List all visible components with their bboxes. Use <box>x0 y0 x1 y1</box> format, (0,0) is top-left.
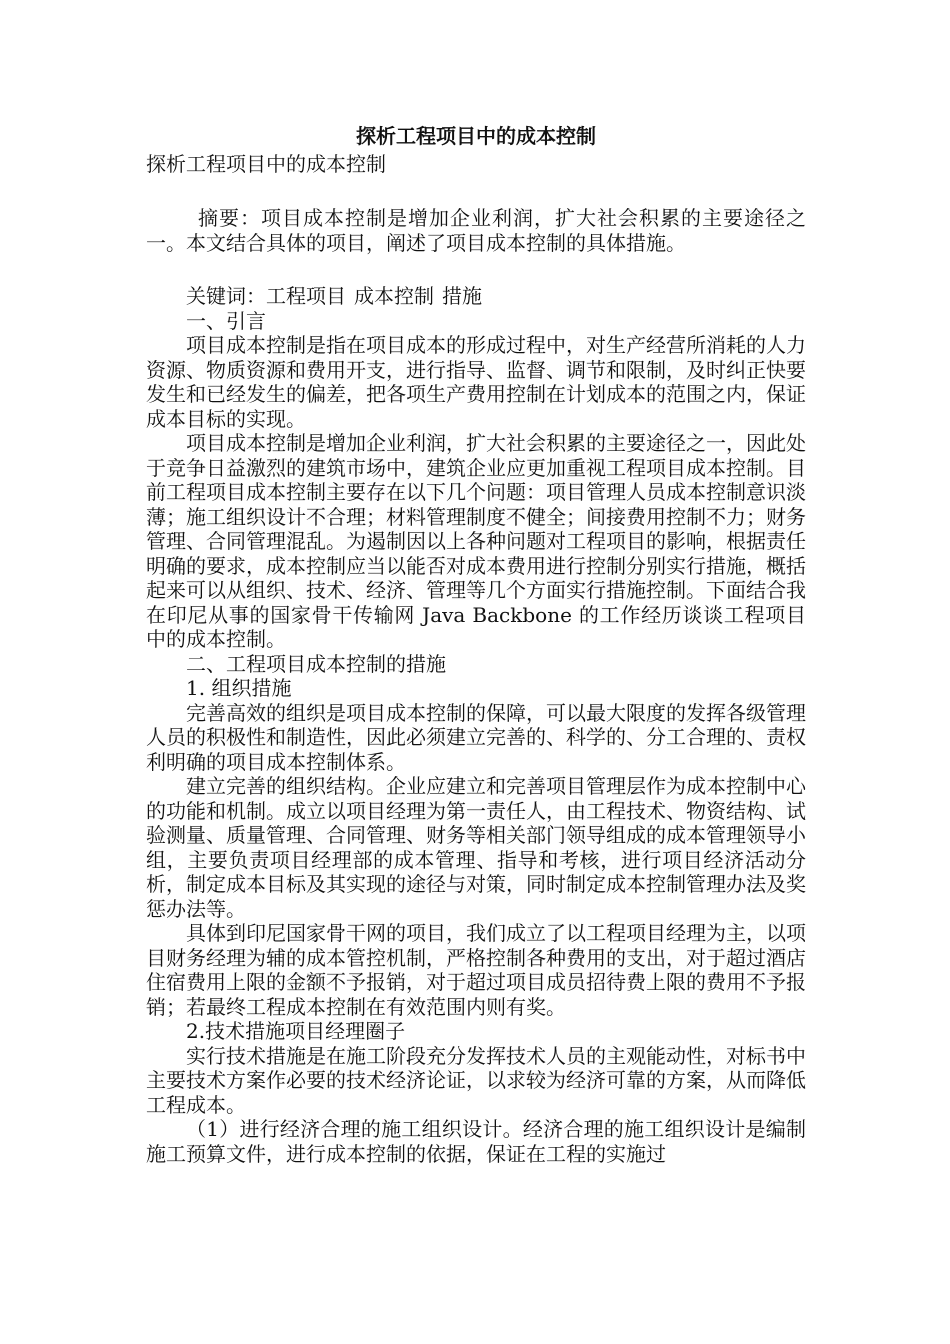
keywords-line <box>146 284 806 309</box>
keyword-item: 成本控制 <box>354 284 434 308</box>
subsection-heading-organization: 1. 组织措施 <box>186 676 292 700</box>
keyword-item: 措施 <box>442 284 482 308</box>
section-heading-measures: 二、工程项目成本控制的措施 <box>186 651 446 676</box>
keywords-label: 关键词： <box>186 284 266 308</box>
document-page <box>146 118 806 1166</box>
subsection-heading-technical: 2.技术措施项目经理圈子 <box>186 1019 406 1043</box>
body-paragraph: 完善高效的组织是项目成本控制的保障，可以最大限度的发挥各级管理人员的积极性和制造性，因此必须建立完善的、科学的、分工合理的、责权利明确的项目成本控制体系。 <box>146 700 806 774</box>
keyword-item: 工程项目 <box>266 284 346 308</box>
document-title: 探析工程项目中的成本控制 <box>356 124 596 148</box>
abstract-paragraph: 摘要：项目成本控制是增加企业利润，扩大社会积累的主要途径之一。本文结合具体的项目，阐述了项目成本控制的具体措施。 <box>146 206 806 255</box>
body-paragraph: 实行技术措施是在施工阶段充分发挥技术人员的主观能动性，对标书中主要技术方案作必要的技术经济论证，以求较为经济可靠的方案，从而降低工程成本。 <box>146 1043 806 1117</box>
body-paragraph: （1）进行经济合理的施工组织设计。经济合理的施工组织设计是编制施工预算文件，进行成本控制的依据，保证在工程的实施过 <box>146 1117 806 1166</box>
body-paragraph: 项目成本控制是增加企业利润，扩大社会积累的主要途径之一，因此处于竞争日益激烈的建筑市场中，建筑企业应更加重视工程项目成本控制。目前工程项目成本控制主要存在以下几个问题：项目管理人员成本控制意识淡薄；施工组织设计不合理；材料管理制度不健全；间接费用控制不力；财务管理、合同管理混乱。为遏制因以上各种问题对工程项目的影响，根据责任明确的要求，成本控制应当以能否对成本费用进行控制分别实行措施，概括起来可以从组织、技术、经济、管理等几个方面实行措施控制。下面结合我在印尼从事的国家骨干传输网 Java Backbone 的工作经历谈谈工程项目中的成本控制。 <box>146 431 806 651</box>
body-paragraph: 建立完善的组织结构。企业应建立和完善项目管理层作为成本控制中心的功能和机制。成立以项目经理为第一责任人，由工程技术、物资结构、试验测量、质量管理、合同管理、财务等相关部门领导组成的成本管理领导小组，主要负责项目经理部的成本管理、指导和考核，进行项目经济活动分析，制定成本目标及其实现的途径与对策，同时制定成本控制管理办法及奖惩办法等。 <box>146 774 806 921</box>
body-paragraph: 具体到印尼国家骨干网的项目，我们成立了以工程项目经理为主，以项目财务经理为辅的成本管控机制，严格控制各种费用的支出，对于超过酒店住宿费用上限的金额不予报销，对于超过项目成员招待费上限的费用不予报销；若最终工程成本控制在有效范围内则有奖。 <box>146 921 806 1019</box>
document-subtitle: 探析工程项目中的成本控制 <box>146 152 386 176</box>
body-paragraph: 项目成本控制是指在项目成本的形成过程中，对生产经营所消耗的人力资源、物质资源和费用开支，进行指导、监督、调节和限制，及时纠正快要发生和已经发生的偏差，把各项生产费用控制在计划成本的范围之内，保证成本目标的实现。 <box>146 333 806 431</box>
section-heading-intro: 一、引言 <box>186 308 266 333</box>
